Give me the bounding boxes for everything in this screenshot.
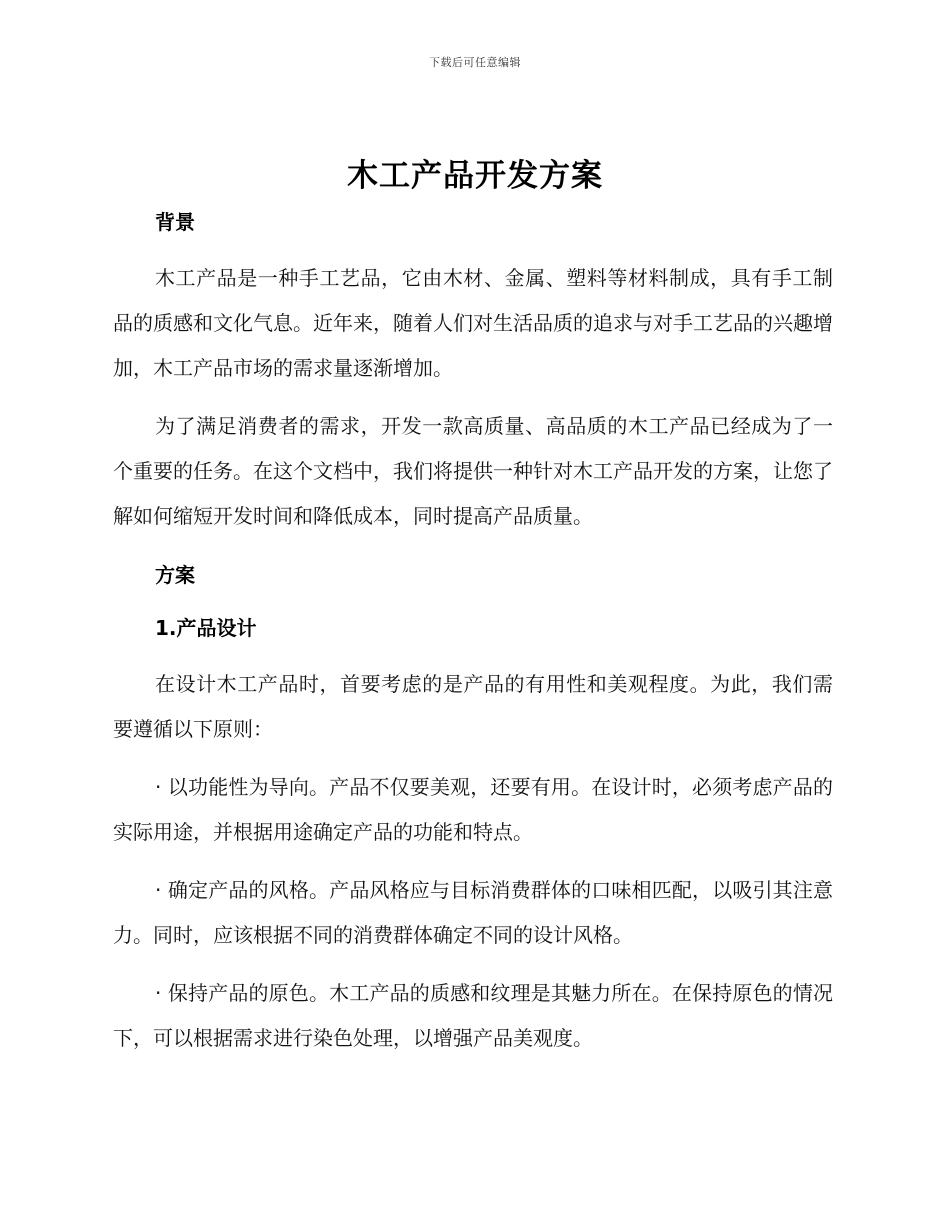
document-title: 木工产品开发方案 <box>347 158 603 194</box>
page-header-note: 下载后可任意编辑 <box>429 56 521 69</box>
section-heading-plan: 方案 <box>155 563 195 587</box>
bullet-item-original-color: · 保持产品的原色。木工产品的质感和纹理是其魅力所在。在保持原色的情况下，可以根据需求进行染色处理，以增强产品美观度。 <box>113 981 833 1050</box>
subsection-heading-product-design: 1.产品设计 <box>155 616 257 640</box>
document-body <box>113 205 833 1061</box>
bullet-item-style: · 确定产品的风格。产品风格应与目标消费群体的口味相匹配，以吸引其注意力。同时，应该根据不同的消费群体确定不同的设计风格。 <box>113 878 833 947</box>
paragraph-design-intro: 在设计木工产品时，首要考虑的是产品的有用性和美观程度。为此，我们需要遵循以下原则： <box>113 672 833 741</box>
bullet-item-functionality: · 以功能性为导向。产品不仅要美观，还要有用。在设计时，必须考虑产品的实际用途，并根据用途确定产品的功能和特点。 <box>113 775 833 844</box>
paragraph-background-1: 木工产品是一种手工艺品，它由木材、金属、塑料等材料制成，具有手工制品的质感和文化气息。近年来，随着人们对生活品质的追求与对手工艺品的兴趣增加，木工产品市场的需求量逐渐增加。 <box>113 266 833 380</box>
section-heading-background: 背景 <box>155 210 195 234</box>
paragraph-background-2: 为了满足消费者的需求，开发一款高质量、高品质的木工产品已经成为了一个重要的任务。在这个文档中，我们将提供一种针对木工产品开发的方案，让您了解如何缩短开发时间和降低成本，同时提高产品质量。 <box>113 414 833 528</box>
